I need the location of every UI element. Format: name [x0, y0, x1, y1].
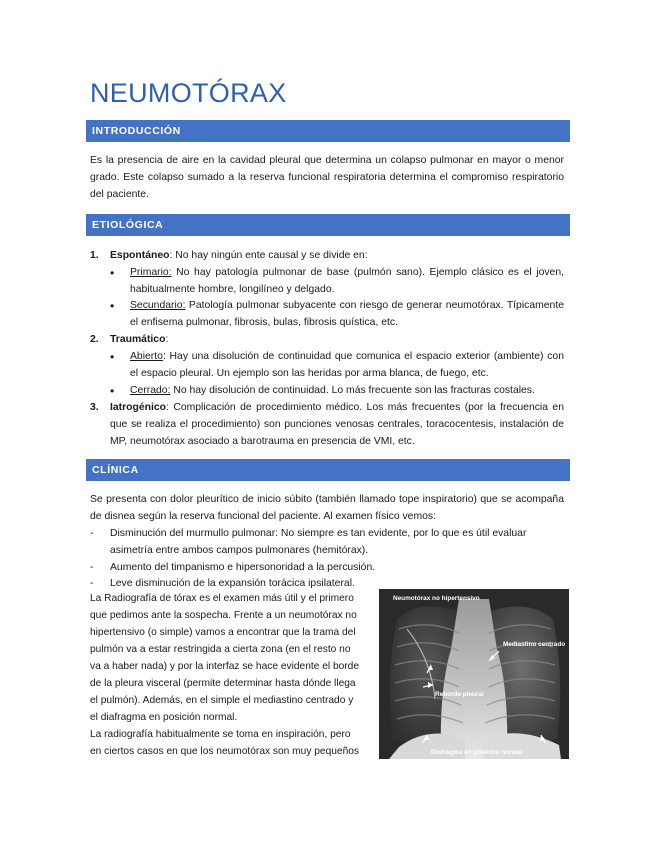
bullet-text: No hay patología pulmonar de base (pulmón sano). Ejemplo clásico es el joven, habitualmente hombre, longilíneo y delgado. [130, 267, 564, 295]
bullet-text: Patología pulmonar subyacente con riesgo de generar neumotórax. Típicamente el enfisema pulmonar, fibrosis, bulas, fibrosis quística, etc. [130, 300, 564, 328]
intro-paragraph: Es la presencia de aire en la cavidad pleural que determina un colapso pulmonar en mayor o menor grado. Este colapso sumado a la reserva funcional respiratoria determina el compromiso respiratorio del paciente. [90, 155, 564, 200]
bullet-dot: • [110, 299, 115, 313]
xray-label-top: Neumotórax no hipertensivo [393, 595, 480, 602]
item-text: : No hay ningún ente causal y se divide en: [169, 250, 368, 261]
paragraph-line: va a haber nada) y por la interfaz se hace evidente el borde [90, 661, 360, 672]
dash-text: Aumento del timpanismo e hipersonoridad a la percusión. [110, 562, 376, 573]
bullet-cerrado [110, 383, 564, 400]
bullet-primario [110, 265, 564, 299]
bullet-abierto [110, 349, 564, 383]
paragraph-line: pulmón va a estar restringida a cierta zona (en el resto no [90, 644, 351, 655]
bullet-term: Cerrado: [130, 385, 171, 396]
item-number: 1. [90, 250, 99, 261]
chest-xray-image [379, 589, 569, 759]
dash-item [90, 560, 564, 577]
section-heading-clinica: CLÍNICA [86, 459, 570, 481]
bullet-term: Primario: [130, 267, 172, 278]
etiology-item-iatrogenico [90, 400, 564, 450]
bullet-term: Secundario: [130, 300, 186, 311]
item-term: Traumático [110, 334, 166, 345]
item-term: Iatrogénico [110, 402, 167, 413]
paragraph-line: hipertensivo (o simple) vamos a encontrar que la trama del [90, 627, 356, 638]
section-heading-etiologica: ETIOLÓGICA [86, 214, 570, 236]
dash-item [90, 526, 564, 560]
etiology-item-espontaneo [90, 248, 564, 265]
clinica-intro: Se presenta con dolor pleurítico de inicio súbito (también llamado tope inspiratorio) que se acompaña de disnea según la reserva funcional del paciente. Al examen físico vemos: [90, 494, 564, 522]
paragraph-line: de la pleura visceral (permite determinar hasta dónde llega [90, 678, 356, 689]
dash-text: Disminución del murmullo pulmonar: No siempre es tan evidente, por lo que es útil evaluar asimetría entre ambos campos pulmonares (hemitórax). [110, 528, 527, 556]
bullet-secundario [110, 298, 564, 332]
dash-marker: - [90, 528, 94, 539]
dash-text: Leve disminución de la expansión torácica ipsilateral. [110, 578, 355, 589]
xray-label-reborde: Reborde pleural [435, 691, 484, 698]
paragraph-line: La radiografía habitualmente se toma en inspiración, pero [90, 729, 351, 740]
dash-marker: - [90, 578, 94, 589]
item-text: : [165, 334, 169, 345]
xray-label-diafragma: Diafragma en posición normal [431, 749, 523, 756]
item-text: : Complicación de procedimiento médico. Los más frecuentes (por la frecuencia en que se realiza el procedimiento) son punciones venosas centrales, toracocentesis, instalación de MP, neumotórax asociado a barotrauma en presencia de VMI, etc. [110, 402, 564, 447]
xray-label-mediastino: Mediastino centrado [503, 641, 566, 648]
paragraph-line: el diafragma en posición normal. [90, 712, 238, 723]
item-number: 2. [90, 334, 99, 345]
bullet-dot: • [110, 350, 115, 364]
etiology-item-traumatico [90, 332, 564, 349]
xray-drawing [379, 589, 569, 759]
xray-paragraph [90, 590, 375, 760]
bullet-dot: • [110, 384, 115, 398]
paragraph-line: La Radiografía de tórax es el examen más útil y el primero [90, 593, 354, 604]
bullet-term: Abierto [130, 351, 163, 362]
page-title: NEUMOTÓRAX [90, 78, 287, 108]
item-term: Espontáneo [110, 250, 170, 261]
paragraph-line: el pulmón). Además, en el simple el mediastino centrado y [90, 695, 354, 706]
paragraph-line: que pedimos ante la sospecha. Frente a un neumotórax no [90, 610, 357, 621]
bullet-dot: • [110, 266, 115, 280]
bullet-text: No hay disolución de continuidad. Lo más frecuente son las fracturas costales. [170, 385, 535, 396]
item-number: 3. [90, 402, 99, 413]
section-heading-introduccion: INTRODUCCIÓN [86, 120, 570, 142]
bullet-text: : Hay una disolución de continuidad que comunica el espacio exterior (ambiente) con el espacio pleural. Un ejemplo son las heridas por arma blanca, de fuego, etc. [130, 351, 564, 379]
dash-marker: - [90, 562, 94, 573]
paragraph-line: en ciertos casos en que los neumotórax son muy pequeños [90, 746, 359, 757]
